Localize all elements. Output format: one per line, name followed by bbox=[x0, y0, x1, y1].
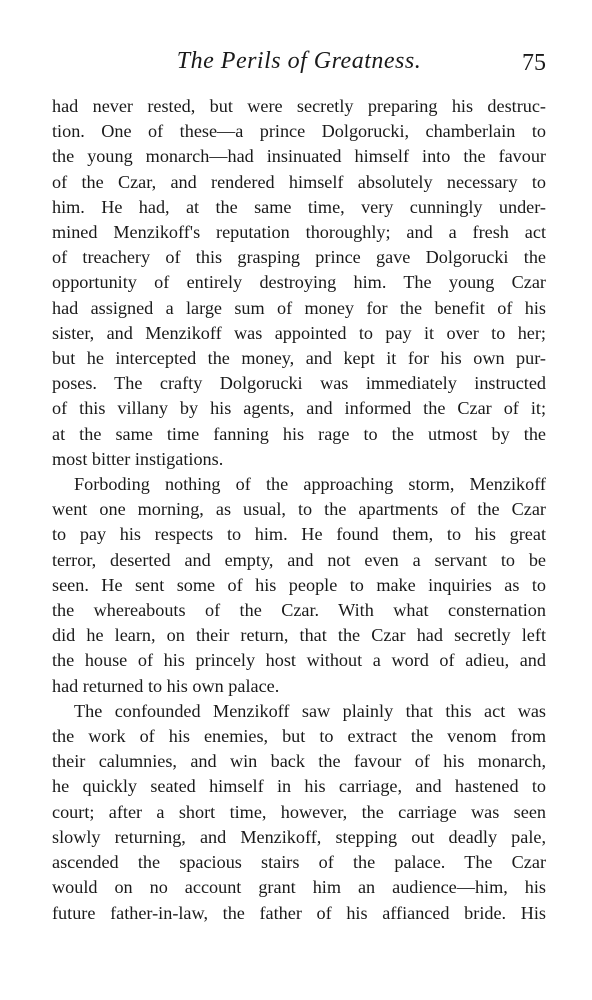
text-line: went one morning, as usual, to the apartments of the Czar bbox=[52, 499, 546, 520]
text-line: court; after a short time, however, the carriage was seen bbox=[52, 801, 546, 822]
text-line: had never rested, but were secretly preparing his destruc- bbox=[52, 96, 546, 116]
text-line: the house of his princely host without a word of adieu, and bbox=[52, 650, 546, 671]
text-line: future father-in-law, the father of his affianced bride. His bbox=[52, 902, 546, 923]
text-line: the whereabouts of the Czar. With what consternation bbox=[52, 600, 546, 621]
text-line: seen. He sent some of his people to make inquiries as to bbox=[52, 574, 546, 595]
text-line: to pay his respects to him. He found them, to his great bbox=[52, 524, 546, 545]
text-line: he quickly seated himself in his carriage, and hastened to bbox=[52, 776, 546, 797]
text-line: ascended the spacious stairs of the palace. The Czar bbox=[52, 852, 546, 873]
text-line: slowly returning, and Menzikoff, stepping out deadly pale, bbox=[52, 826, 546, 847]
text-line: mined Menzikoff's reputation thoroughly; and a fresh act bbox=[52, 222, 546, 243]
text-line: the work of his enemies, but to extract the venom from bbox=[52, 726, 546, 747]
text-line: would on no account grant him an audience—him, his bbox=[52, 877, 546, 898]
text-line: had assigned a large sum of money for the benefit of his bbox=[52, 297, 546, 318]
text-line: at the same time fanning his rage to the utmost by the bbox=[52, 423, 546, 444]
text-line: but he intercepted the money, and kept it for his own pur- bbox=[52, 348, 546, 369]
text-line: of treachery of this grasping prince gave Dolgorucki the bbox=[52, 247, 546, 268]
text-line: sister, and Menzikoff was appointed to pay it over to her; bbox=[52, 322, 546, 343]
text-line: tion. One of these—a prince Dolgorucki, chamberlain to bbox=[52, 121, 546, 142]
text-line: most bitter instigations. bbox=[52, 448, 224, 469]
text-line: of the Czar, and rendered himself absolutely necessary to bbox=[52, 171, 546, 192]
text-line: him. He had, at the same time, very cunningly under- bbox=[52, 196, 546, 217]
paragraph bbox=[52, 94, 546, 472]
paragraph bbox=[52, 699, 546, 926]
running-title: The Perils of Greatness. bbox=[176, 48, 422, 74]
text-line: opportunity of entirely destroying him. The young Czar bbox=[52, 272, 546, 293]
text-line: did he learn, on their return, that the Czar had secretly left bbox=[52, 625, 546, 646]
text-line: poses. The crafty Dolgorucki was immediately instructed bbox=[52, 373, 546, 394]
page-number: 75 bbox=[522, 50, 546, 76]
text-line: had returned to his own palace. bbox=[52, 675, 280, 696]
running-head bbox=[52, 44, 546, 84]
text-line: terror, deserted and empty, and not even a servant to be bbox=[52, 549, 546, 570]
text-line: of this villany by his agents, and informed the Czar of it; bbox=[52, 398, 546, 419]
text-line: The confounded Menzikoff saw plainly that this act was bbox=[74, 700, 546, 721]
text-line: Forboding nothing of the approaching storm, Menzikoff bbox=[74, 474, 546, 495]
text-line: their calumnies, and win back the favour of his monarch, bbox=[52, 751, 546, 772]
body-text bbox=[52, 94, 546, 926]
text-line: the young monarch—had insinuated himself into the favour bbox=[52, 146, 546, 167]
paragraph bbox=[52, 472, 546, 699]
